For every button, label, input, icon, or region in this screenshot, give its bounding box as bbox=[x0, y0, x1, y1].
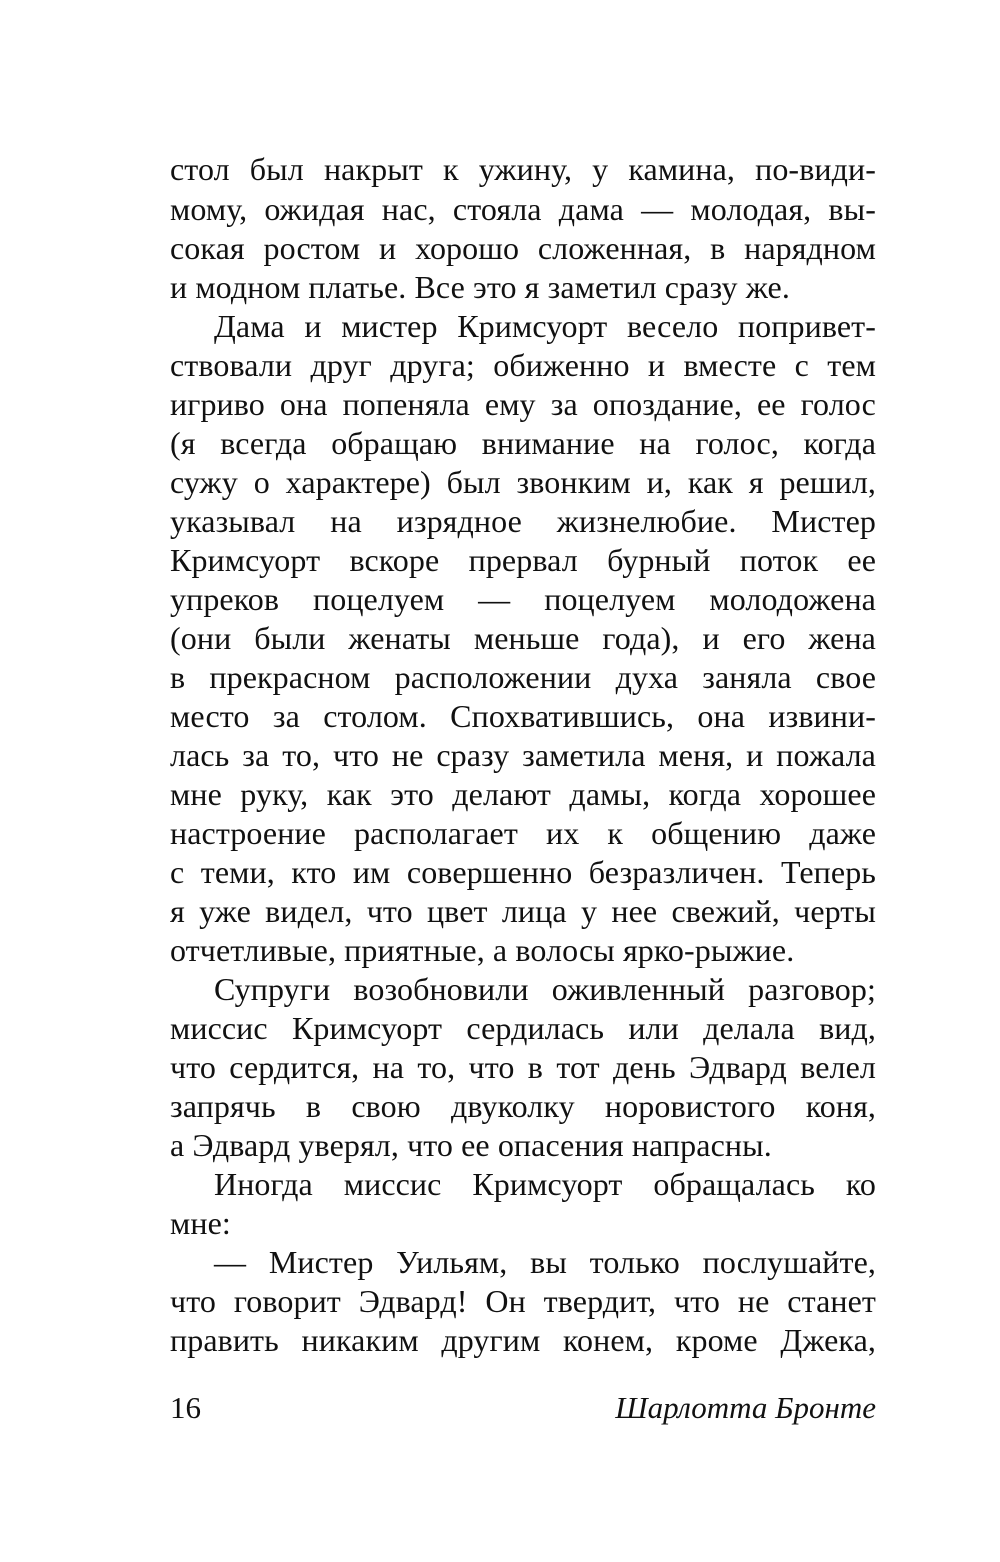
text-line: в прекрасном расположении духа заняла свое bbox=[170, 659, 876, 695]
text-line: и модном платье. Все это я заметил сразу же. bbox=[170, 269, 790, 305]
text-line: стол был накрыт к ужину, у камина, по-види- bbox=[170, 151, 876, 187]
text-line: мне: bbox=[170, 1205, 231, 1241]
text-line: запрячь в свою двуколку норовистого коня, bbox=[170, 1088, 876, 1124]
text-line: место за столом. Спохватившись, она извини- bbox=[170, 698, 876, 734]
book-page bbox=[170, 0, 876, 1562]
paragraph-first-line: Иногда миссис Кримсуорт обращалась ко bbox=[214, 1166, 876, 1202]
text-line: а Эдвард уверял, что ее опасения напрасны. bbox=[170, 1127, 772, 1163]
running-title: Шарлотта Бронте bbox=[615, 1390, 876, 1425]
text-line: ствовали друг друга; обиженно и вместе с тем bbox=[170, 347, 876, 383]
text-line: упреков поцелуем — поцелуем молодожена bbox=[170, 581, 876, 617]
text-line: сужу о характере) был звонким и, как я решил, bbox=[170, 464, 876, 500]
text-line: мне руку, как это делают дамы, когда хорошее bbox=[170, 776, 876, 812]
text-line: что говорит Эдвард! Он твердит, что не станет bbox=[170, 1283, 876, 1319]
text-line: мому, ожидая нас, стояла дама — молодая, вы- bbox=[170, 191, 876, 227]
text-line: что сердится, на то, что в тот день Эдвард велел bbox=[170, 1049, 876, 1085]
text-line: миссис Кримсуорт сердилась или делала вид, bbox=[170, 1010, 876, 1046]
text-line: править никаким другим конем, кроме Джека, bbox=[170, 1322, 876, 1358]
text-line: я уже видел, что цвет лица у нее свежий, черты bbox=[170, 893, 876, 929]
dialogue-first-line: — Мистер Уильям, вы только послушайте, bbox=[214, 1244, 876, 1280]
text-line: лась за то, что не сразу заметила меня, и пожала bbox=[170, 737, 876, 773]
text-line: Кримсуорт вскоре прервал бурный поток ее bbox=[170, 542, 876, 578]
text-line: указывал на изрядное жизнелюбие. Мистер bbox=[170, 503, 876, 539]
text-line: отчетливые, приятные, а волосы ярко-рыжие. bbox=[170, 932, 795, 968]
text-line: (я всегда обращаю внимание на голос, когда bbox=[170, 425, 876, 461]
paragraph-first-line: Супруги возобновили оживленный разговор; bbox=[214, 971, 876, 1007]
text-line: игриво она попеняла ему за опоздание, ее голос bbox=[170, 386, 876, 422]
text-line: (они были женаты меньше года), и его жена bbox=[170, 620, 876, 656]
text-line: настроение располагает их к общению даже bbox=[170, 815, 876, 851]
text-line: сокая ростом и хорошо сложенная, в нарядном bbox=[170, 230, 876, 266]
text-line: с теми, кто им совершенно безразличен. Теперь bbox=[170, 854, 876, 890]
paragraph-first-line: Дама и мистер Кримсуорт весело попривет- bbox=[214, 308, 876, 344]
page-number: 16 bbox=[170, 1390, 201, 1425]
